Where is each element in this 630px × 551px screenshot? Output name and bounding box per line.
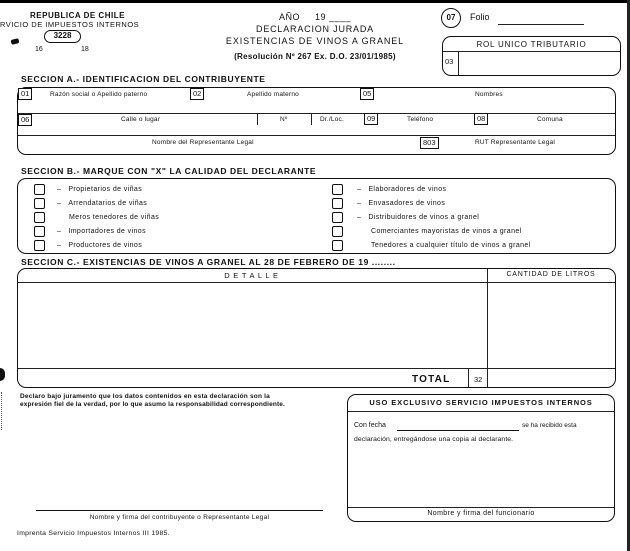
folio-label: Folio [470, 12, 490, 22]
section-a-title: SECCION A.- IDENTIFICACION DEL CONTRIBUYENTE [21, 74, 266, 84]
checkbox-distribuidores[interactable] [332, 212, 343, 223]
option-label: Meros tenedores de viñas [69, 214, 160, 221]
code-02: 02 [190, 88, 204, 100]
total-litros-input[interactable] [489, 370, 613, 386]
year-value: 19 ____ [314, 12, 352, 22]
checkbox-envasadores[interactable] [332, 198, 343, 209]
printer-footer: Imprenta Servicio Impuestos Internos III 1985. [17, 530, 170, 537]
option-comerciantes [371, 228, 522, 235]
country-name: REPUBLICA DE CHILE [30, 11, 125, 20]
option-label: Productores de vinos [68, 242, 143, 249]
option-dash: – [57, 242, 62, 249]
official-signature-area[interactable] [350, 450, 612, 506]
rut-title: ROL UNICO TRIBUTARIO [476, 40, 587, 49]
detalle-input-area[interactable] [20, 284, 485, 366]
litros-header: CANTIDAD DE LITROS [506, 271, 596, 278]
option-tenedores [371, 242, 531, 249]
option-productores [57, 242, 142, 249]
option-label: Propietarios de viñas [68, 186, 143, 193]
nombres-input[interactable] [376, 101, 612, 112]
section-a-row1-divider [18, 113, 615, 114]
option-label: Envasadores de vinos [368, 200, 446, 207]
code-01: 01 [18, 88, 32, 100]
declaration-line-2: expresión fiel de la verdad, por lo que asumo la responsabilidad correspondiente. [20, 401, 285, 408]
option-elaboradores [357, 186, 446, 193]
option-dash: – [357, 186, 362, 193]
rut-divider [443, 51, 620, 52]
rut-input[interactable] [460, 53, 618, 74]
dpto-input[interactable] [313, 124, 363, 134]
checkbox-importadores[interactable] [34, 226, 45, 237]
checkbox-productores[interactable] [34, 240, 45, 251]
option-label: Elaboradores de vinos [368, 186, 447, 193]
field-label-nombres: Nombres [475, 91, 503, 98]
field-label-representante: Nombre del Representante Legal [152, 139, 254, 146]
rut-code-divider [458, 51, 459, 75]
option-label: Distribuidores de vinos a granel [368, 214, 480, 221]
litros-input-area[interactable] [489, 284, 613, 366]
sii-box-title: USO EXCLUSIVO SERVICIO IMPUESTOS INTERNOS [369, 398, 593, 407]
apellido-materno-input[interactable] [205, 101, 360, 112]
dpto-divider [311, 114, 312, 125]
calle-input[interactable] [20, 124, 255, 134]
option-label: Tenedores a cualquier título de vinos a granel [371, 242, 531, 249]
field-label-apellido-paterno: Razón social o Apellido paterno [50, 91, 148, 98]
folio-input-line[interactable] [498, 24, 584, 25]
code-09: 09 [364, 113, 378, 125]
option-label: Comerciantes mayoristas de vinos a granel [371, 228, 522, 235]
form-sub-left: 16 [35, 46, 43, 53]
field-label-dpto: Dr./Loc. [320, 116, 344, 123]
field-label-calle: Calle o lugar [121, 116, 161, 123]
official-signature-label: Nombre y firma del funcionario [427, 510, 535, 517]
checkbox-meros-tenedores[interactable] [34, 212, 45, 223]
code-06: 06 [18, 114, 32, 126]
punch-hole-mark [0, 368, 5, 381]
form-sub-right: 18 [81, 46, 89, 53]
representante-input[interactable] [20, 146, 415, 154]
checkbox-elaboradores[interactable] [332, 184, 343, 195]
option-label: Importadores de vinos [68, 228, 147, 235]
option-importadores [57, 228, 146, 235]
option-dash: – [357, 200, 362, 207]
sii-title-divider [348, 411, 614, 412]
field-label-apellido-materno: Apellido materno [247, 91, 299, 98]
field-label-rut-representante: RUT Representante Legal [475, 139, 555, 146]
declaration-line-1: Declaro bajo juramento que los datos contenidos en esta declaración son la [20, 393, 270, 400]
official-signature-line [348, 507, 614, 508]
field-label-numero: Nº [280, 116, 288, 123]
section-b-title: SECCION B.- MARQUE CON "X" LA CALIDAD DEL DECLARANTE [21, 166, 317, 176]
apellido-paterno-input[interactable] [20, 101, 190, 112]
contributor-signature-label: Nombre y firma del contribuyente o Representante Legal [89, 514, 270, 521]
option-propietarios [57, 186, 142, 193]
option-dash: – [357, 214, 362, 221]
total-code-divider [468, 368, 469, 387]
ink-mark-icon [10, 38, 19, 45]
section-a-row2-divider [18, 135, 615, 136]
option-dash: – [57, 186, 62, 193]
year-label: AÑO [278, 12, 300, 22]
section-c-title: SECCION C.- EXISTENCIAS DE VINOS A GRANEL AL 28 DE FEBRERO DE 19 ........ [21, 257, 396, 267]
checkbox-comerciantes[interactable] [332, 226, 343, 237]
form-number-badge: 3228 [44, 30, 81, 43]
option-dash: – [57, 200, 62, 207]
detalle-header: D E T A L L E [224, 271, 279, 280]
sii-date-suffix: se ha recibido esta [522, 422, 577, 429]
checkbox-tenedores[interactable] [332, 240, 343, 251]
scan-top-edge [0, 0, 630, 3]
numero-input[interactable] [259, 124, 309, 134]
sii-date-prefix: Con fecha [354, 422, 386, 429]
rut-representante-input[interactable] [440, 146, 612, 154]
section-c-column-divider [487, 269, 488, 387]
contributor-signature-area[interactable] [36, 460, 321, 510]
contributor-signature-line [36, 510, 323, 511]
total-code: 32 [474, 375, 483, 384]
checkbox-arrendatarios[interactable] [34, 198, 45, 209]
checkbox-propietarios[interactable] [34, 184, 45, 195]
option-distribuidores [357, 214, 479, 221]
sii-date-input[interactable] [397, 430, 519, 431]
telefono-input[interactable] [380, 124, 472, 134]
total-label: TOTAL [412, 374, 451, 385]
option-envasadores [357, 200, 445, 207]
option-arrendatarios [57, 200, 147, 207]
perforation-mark [1, 392, 2, 430]
comuna-input[interactable] [490, 124, 612, 134]
form-title: DECLARACION JURADA [256, 24, 374, 34]
field-label-comuna: Comuna [537, 116, 563, 123]
section-c-total-divider [18, 368, 615, 369]
sii-receipt-text: declaración, entregándose una copia al declarante. [354, 436, 514, 443]
resolution-text: (Resolución Nº 267 Ex. D.O. 23/01/1985) [234, 52, 396, 61]
code-803: 803 [420, 137, 439, 149]
option-dash: – [57, 228, 62, 235]
year-field[interactable] [200, 12, 430, 22]
option-label: Arrendatarios de viñas [68, 200, 148, 207]
code-05: 05 [360, 88, 374, 100]
numero-divider [257, 114, 258, 125]
rut-code: 03 [445, 57, 454, 66]
section-c-header-divider [18, 282, 615, 283]
form-subtitle: EXISTENCIAS DE VINOS A GRANEL [225, 36, 405, 46]
agency-name: RVICIO DE IMPUESTOS INTERNOS [0, 20, 140, 29]
option-meros-tenedores [69, 214, 159, 221]
folio-code-circle: 07 [441, 8, 461, 28]
code-08: 08 [474, 113, 488, 125]
field-label-telefono: Teléfono [407, 116, 434, 123]
